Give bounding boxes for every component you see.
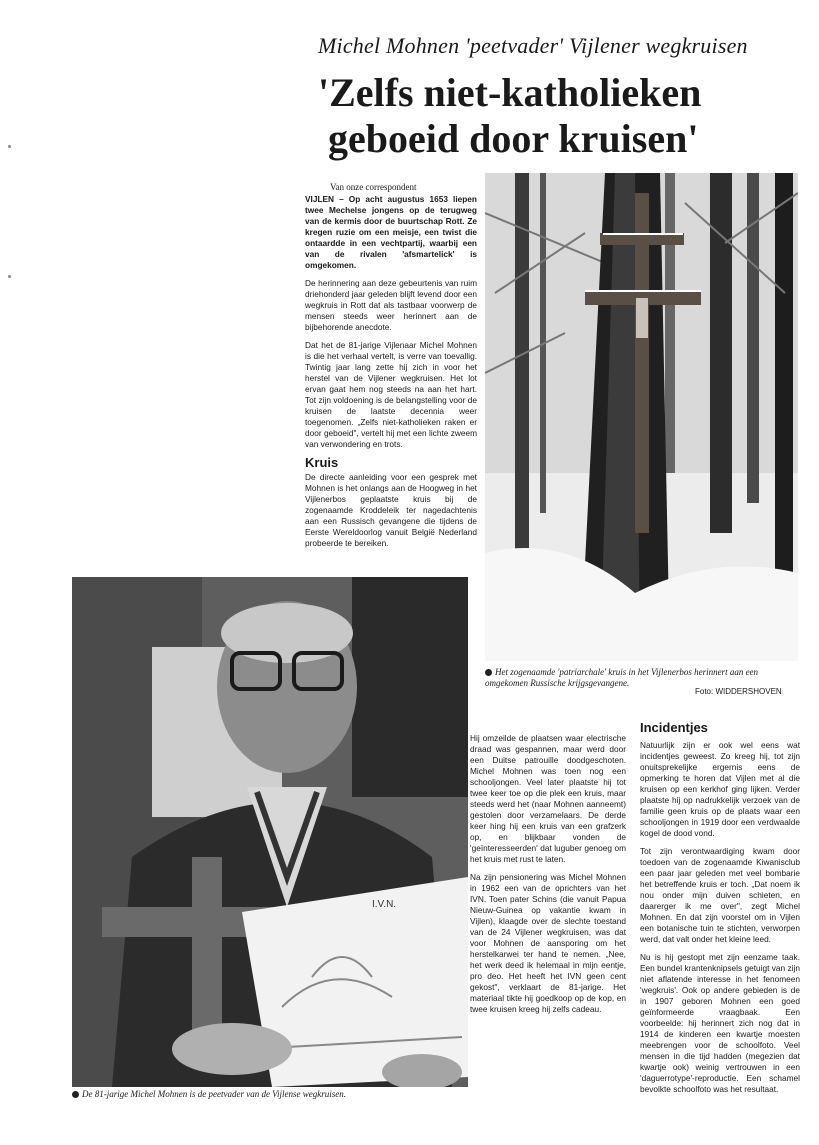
paragraph: Natuurlijk zijn er ook wel eens wat incidentjes geweest. Zo kreeg hij, tot zijn onuitsprekelijke ergernis eens de opmerking te horen dat Vijlen met al die kruisen op een kerkhof ging lijken. Verder plaatste hij op nadrukkelijk verzoek van de familie geen kruis op de plaats waar een schooljongen in 1919 door een verdwaalde kogel de dood vond.	[640, 740, 800, 838]
paragraph: Hij omzeilde de plaatsen waar electrische draad was gespannen, maar werd door een Duitse patrouille doodgeschoten. Michel Mohnen was toen nog een schooljongen. Veel later plaatste hij tot twee keer toe op die plek een kruis, maar steeds werd het (naar Mohnen aanneemt) gestolen door verzamelaars. De derde keer hing hij een kruis van een grafzerk op, en blijkbaar vonden de 'geïnteresseerden' dat luguber genoeg om het kruis met rust te laten.	[470, 733, 626, 864]
scan-speck	[8, 145, 11, 148]
column-3	[640, 740, 800, 1102]
portrait-photo	[72, 577, 468, 1087]
portrait-caption: De 81-jarige Michel Mohnen is de peetvader van de Vijlense wegkruisen.	[72, 1089, 472, 1100]
headline-line-2: geboeid door kruisen'	[328, 116, 699, 161]
byline: Van onze correspondent	[330, 182, 417, 192]
headline-line-1: 'Zelfs niet-katholieken	[318, 70, 702, 115]
paragraph: De directe aanleiding voor een gesprek met Mohnen is het onlangs aan de Hoogweg in het Vijlenerbos geplaatste kruis bij de zogenaamde Kroddeleik ter nagedachtenis aan een Russisch gevangene die tijdens de Eerste Wereldoorlog vanuit België Nederland probeerde te bereiken.	[305, 472, 477, 548]
cross-photo-caption: Het zogenaamde 'patriarchale' kruis in het Vijlenerbos herinnert aan een omgekomen Russische krijgsgevangene.	[485, 667, 759, 688]
lead-paragraph: VIJLEN – Op acht augustus 1653 liepen twee Mechelse jongens op de terugweg van de kermis door de buurtschap Rott. Ze kregen ruzie om een meisje, een twist die ontaardde in een vechtpartij, waarbij een van de rivalen 'afsmartelick' is omgekomen.	[305, 194, 477, 270]
paragraph: Dat het de 81-jarige Vijlenaar Michel Mohnen is die het verhaal vertelt, is verre van toevallig. Twintig jaar lang zette hij zich in voor het herstel van de Vijlener wegkruisen. Het lot ervan gaat hem nog steeds na aan het hart. Tot zijn voldoening is de belangstelling voor de kruisen de laatste decennia weer toegenomen. „Zelfs niet-katholieken raken er door geboeid", vertelt hij met een lichte zweem van verwondering en trots.	[305, 340, 477, 449]
paragraph: Na zijn pensionering was Michel Mohnen in 1962 een van de oprichters van het IVN. Toen pater Schins (die vanuit Papua Nieuw-Guinea op vakantie kwam in Vijlen), klaagde over de slechte toestand van de 24 Vijlener wegkruisen, was dat voor Mohnen de aansporing om het herstelkarwei ter hand te nemen. „Nee, het werk deed ik helemaal in mijn eentje, pro deo. Het heeft het IVN geen cent gekost", verklaart de 81-jarige. Het materiaal tikte hij goedkoop op de kop, en twee kruisen kreeg hij zelfs cadeau.	[470, 872, 626, 1014]
scan-speck	[8, 275, 11, 278]
column-1	[305, 194, 477, 556]
article-kicker: Michel Mohnen 'peetvader' Vijlener wegkruisen	[318, 33, 748, 58]
card-label: I.V.N.	[372, 899, 397, 910]
paragraph: Nu is hij gestopt met zijn eenzame taak. Een bundel krantenknipsels getuigt van zijn niet aflatende interesse in het fenomeen 'wegkruis'. Ook op andere gebieden is de in 1907 geboren Mohnen een goed geïnformeerde vraagbaak. Een voorbeelde: hij herinnert zich nog dat in 1914 de kinderen een kwartje moesten meebrengen voor de schoolfoto. Veel mensen in die tijd hadden (megezien dat kwartje ook) weinig vertrouwen in een 'daguerrotype'-reproductie. Een schamel bevolkte schoolfoto was het resultaat.	[640, 952, 800, 1094]
column-2	[470, 733, 626, 1022]
paragraph: Tot zijn verontwaardiging kwam door toedoen van de zogenaamde Kiwanisclub een paar jaar geleden met veel bombarie het betreffende kruis er toch. „Dat noem ik nou onder mijn duiven schieten, en daarerger ik me over", zegt Michel Mohnen. En dat zijn voorstel om in Vijlen een botanische tuin te stichten, verworpen werd, dat valt onder het kleine leed.	[640, 846, 800, 944]
caption-bullet-icon	[72, 1091, 79, 1098]
subheading-kruis: Kruis	[305, 455, 339, 470]
paragraph: De herinnering aan deze gebeurtenis van ruim driehonderd jaar geleden blijft levend door een wegkruis in Rott dat als tastbaar voorwerp de mensen steeds weer herinnert aan de bijbehorende anecdote.	[305, 278, 477, 332]
forest-cross-image	[485, 173, 798, 661]
portrait-image	[72, 577, 468, 1087]
photo-credit: Foto: WIDDERSHOVEN	[695, 687, 782, 696]
subheading-incidentjes: Incidentjes	[640, 720, 708, 735]
cross-photo	[485, 173, 798, 661]
caption-bullet-icon	[485, 669, 492, 676]
article-headline	[318, 70, 798, 162]
